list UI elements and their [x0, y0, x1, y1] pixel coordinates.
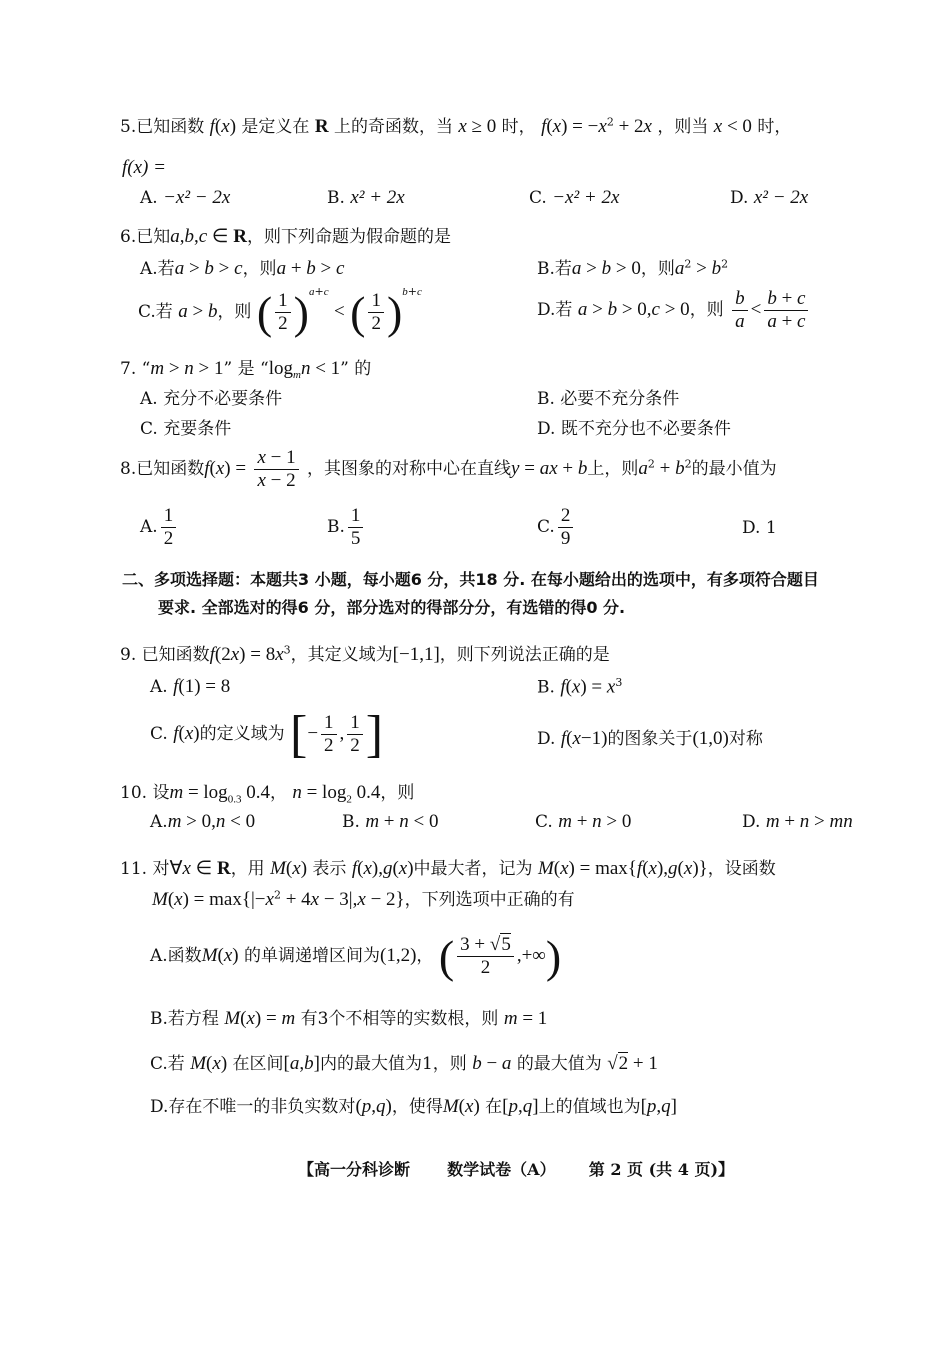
q7-option-a: A. 充分不必要条件 [140, 389, 283, 409]
q11-option-b: B.若方程 M(x) = m 有3个不相等的实数根，则 m = 1 [150, 1008, 548, 1029]
q11-stem: 11. 对∀x ∈ R，用 M(x) 表示 f(x),g(x)中最大者，记为 M(x) = max{f(x),g(x)}，设函数 [120, 858, 776, 879]
q9-stem: 9. 已知函数$f(2x) = 8x^3$，其定义域为[−1,1]，则下列说法正确的是 [120, 643, 610, 665]
section2-heading: 二、多项选择题：本题共3 小题，每小题6 分，共18 分. 在每小题给出的选项中，有多项符合题目 [122, 570, 819, 589]
footer-exam-name: 【高一分科诊断 [298, 1160, 411, 1179]
page-footer [298, 1157, 734, 1180]
q7-option-c: C. 充要条件 [140, 419, 232, 439]
q9-option-b: B. $f(x) = x^3$ [537, 676, 623, 698]
q7-stem: 7. “m > n > 1” 是 “$\log_mn < 1$” 的 [120, 358, 372, 382]
q11-option-c: C.若 M(x) 在区间[a,b]内的最大值为1，则 b − a 的最大值为 √2 + 1 [150, 1053, 658, 1074]
q10-option-a: A.m > 0,n < 0 [150, 811, 256, 832]
q5-option-d: D. x² − 2x [730, 187, 809, 208]
q10-option-b: B. m + n < 0 [342, 811, 439, 832]
q7-option-b: B. 必要不充分条件 [537, 389, 680, 409]
section2-heading-cont: 要求. 全部选对的得6 分，部分选对的得部分分，有选错的得0 分. [158, 598, 626, 617]
q8-option-d: D. 1 [742, 518, 777, 538]
q6-stem: 6.已知a,b,c ∈ R，则下列命题为假命题的是 [120, 226, 451, 247]
q8-option-b: B. $\frac{1}{5}$ [327, 505, 366, 550]
q9-option-d: D. f(x−1)的图象关于(1,0)对称 [537, 728, 763, 749]
q5-option-a: A. −x² − 2x [140, 187, 231, 208]
q11-stem-cont: $M(x) = \max\{|-x^2 + 4x - 3|,x - 2\}$，下列选项中正确的有 [152, 888, 575, 910]
q10-option-c: C. m + n > 0 [535, 811, 632, 832]
footer-page-number: 第 2 页 (共 4 页)】 [588, 1160, 735, 1179]
q11-option-a: A.函数M(x) 的单调递增区间为(1,2)， ( $\frac{3 + √5}{2}$ ,+∞) [150, 931, 562, 982]
q8-stem: 8.已知函数f(x) = $\frac{x - 1}{x - 2}$ ，其图象的对称中心在直线y = ax + b上，则$a^2 + b^2$的最小值为 [120, 447, 777, 491]
q6-option-c: C.若 a > b，则 ( $\frac{1}{2}$ )$^{a+c}$ < ( $\frac{1}{2}$ )$^{b+c}$ [138, 285, 422, 338]
q6-option-d: D.若 a > b > 0,c > 0，则 $\frac{b}{a}$ < $\frac{b + c}{a + c}$ [537, 288, 811, 333]
q5-option-c: C. −x² + 2x [529, 187, 620, 208]
q5-stem-cont: f(x) = [122, 157, 166, 178]
q10-stem: 10. 设$m = \log_{0.3} 0.4$， $n = \log_2 0.4$，则 [120, 782, 415, 806]
q9-option-a: A. f(1) = 8 [150, 676, 231, 697]
q11-option-d: D.存在不唯一的非负实数对(p,q)，使得M(x) 在[p,q]上的值域也为[p,q] [150, 1096, 677, 1117]
footer-subject: 数学试卷（A） [447, 1160, 556, 1179]
q5-stem: 5.已知函数 f(x) 是定义在 R 上的奇函数，当 x ≥ 0 时， $f(x) = -x^2 + 2x$ ，则当 x < 0 时， [120, 115, 792, 137]
q7-option-d: D. 既不充分也不必要条件 [537, 419, 731, 439]
q10-option-d: D. m + n > mn [742, 811, 853, 832]
q5-option-b: B. x² + 2x [327, 187, 405, 208]
q6-option-a: A.若a > b > c，则a + b > c [140, 258, 345, 279]
q9-option-c: C. f(x)的定义域为 [− $\frac{1}{2}$ , $\frac{1}{2}$ ] [150, 706, 384, 763]
q8-option-a: A. $\frac{1}{2}$ [140, 505, 179, 550]
q6-option-b: B.若a > b > 0，则$a^2 > b^2$ [537, 257, 729, 279]
q8-option-c: C. $\frac{2}{9}$ [537, 505, 576, 550]
